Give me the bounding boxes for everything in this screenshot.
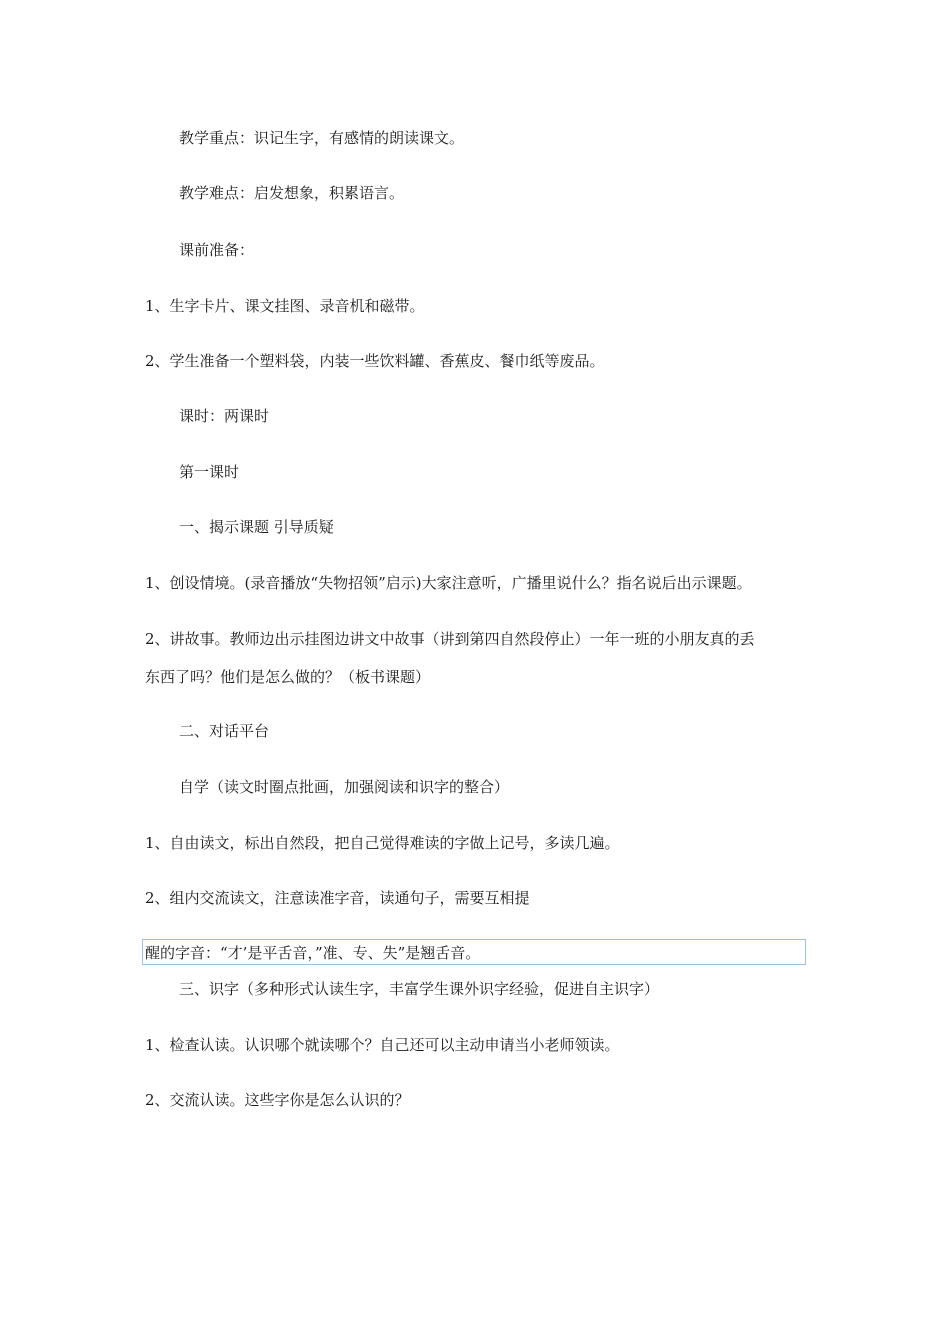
- self-study-item-2: 2、组内交流读文，注意读准字音，读通句子，需要互相提: [145, 889, 530, 907]
- section-3-heading: 三、识字（多种形式认读生字，丰富学生课外识字经验，促进自主识字）: [179, 980, 660, 998]
- section-3-item-1: 1、检查认读。认识哪个就读哪个？自己还可以主动申请当小老师领读。: [145, 1036, 620, 1054]
- preparation-heading: 课前准备：: [179, 241, 255, 259]
- teaching-difficulty: 教学难点：启发想象，积累语言。: [179, 184, 405, 202]
- section-1-item-2-continued: 东西了吗？他们是怎么做的？（板书课题）: [145, 668, 431, 686]
- class-hours: 课时：两课时: [179, 407, 270, 425]
- self-study-item-2-continued: 醒的字音：“才’是平舌音，”准、专、失”是翘舌音。: [145, 944, 481, 962]
- teaching-focus: 教学重点：识记生字，有感情的朗读课文。: [179, 129, 465, 147]
- section-1-heading: 一、揭示课题 引导质疑: [179, 518, 334, 536]
- lesson-one-heading: 第一课时: [179, 463, 240, 481]
- self-study-item-1: 1、自由读文，标出自然段，把自己觉得难读的字做上记号，多读几遍。: [145, 834, 620, 852]
- preparation-item-2: 2、学生准备一个塑料袋，内装一些饮料罐、香蕉皮、餐巾纸等废品。: [145, 352, 605, 370]
- section-1-item-1: 1、创设情境。(录音播放“失物招领”启示)大家注意听，广播里说什么？指名说后出示课题。: [145, 574, 752, 592]
- section-1-item-2: 2、讲故事。教师边出示挂图边讲文中故事（讲到第四自然段停止）一年一班的小朋友真的丢: [145, 630, 755, 648]
- section-2-heading: 二、对话平台: [179, 722, 270, 740]
- section-3-item-2: 2、交流认读。这些字你是怎么认识的？: [145, 1091, 410, 1109]
- self-study-heading: 自学（读文时圈点批画，加强阅读和识字的整合）: [179, 778, 510, 796]
- preparation-item-1: 1、生字卡片、课文挂图、录音机和磁带。: [145, 297, 425, 315]
